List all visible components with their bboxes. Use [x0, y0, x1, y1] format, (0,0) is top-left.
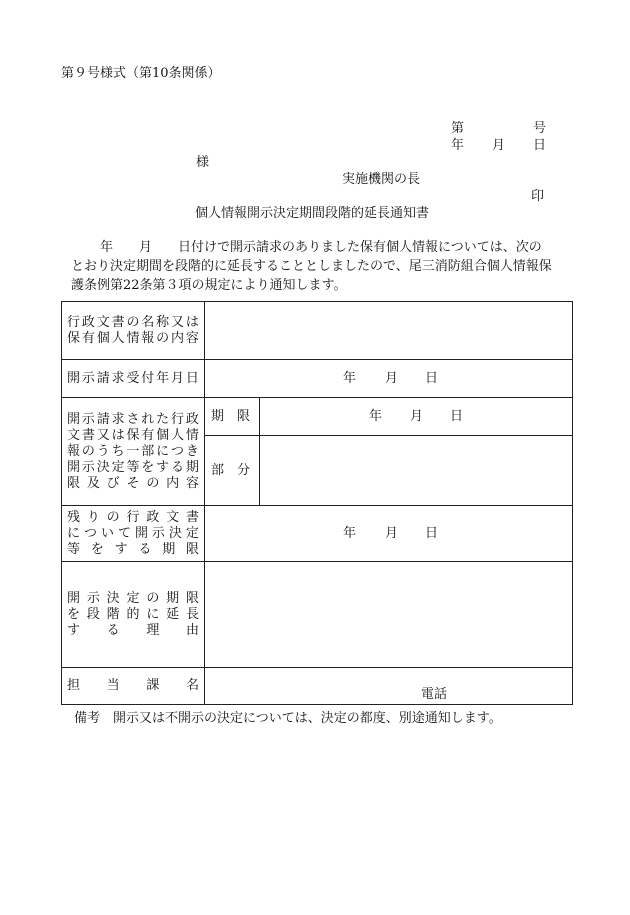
- extension-reason-field[interactable]: [205, 562, 573, 668]
- document-title: 個人情報開示決定期間段階的延長通知書: [195, 206, 430, 221]
- label-line: 開 示 決 定 の 期 限: [67, 590, 199, 606]
- request-date-field[interactable]: [205, 360, 573, 398]
- date-year-label: 年: [369, 408, 383, 424]
- date-day-label: 日: [425, 525, 439, 541]
- body-line: とおり決定期間を段階的に延長することとしましたので、尾三消防組合個人情報保: [71, 259, 552, 274]
- label-line: 保 有 個 人 情 報 の 内 容: [67, 330, 199, 346]
- date-day-label: 日: [533, 138, 547, 153]
- addressee-honorific: 様: [196, 155, 210, 170]
- label-line: 担 当 課 名: [67, 678, 199, 693]
- label-line: 開 示 決 定 等 を す る 期: [67, 459, 199, 475]
- label-deadline: 期 限: [205, 398, 260, 436]
- remaining-deadline-field[interactable]: [205, 506, 573, 562]
- document-name-field[interactable]: [205, 302, 573, 360]
- date-month-label: 月: [410, 408, 424, 424]
- table-row: [62, 562, 573, 668]
- table-row: [62, 506, 573, 562]
- table-row: [62, 302, 573, 360]
- label-document-name: [62, 302, 205, 360]
- label-line: を 段 階 的 に 延 長: [67, 606, 199, 622]
- table-row: [62, 398, 573, 436]
- label-line: 限 及 び そ の 内 容: [67, 475, 199, 491]
- doc-number-suffix: 号: [533, 121, 547, 136]
- form-number: 第９号様式（第10条関係）: [61, 66, 221, 81]
- partial-deadline-field[interactable]: [260, 398, 573, 436]
- date-year-label: 年: [343, 525, 357, 541]
- label-extension-reason: [62, 562, 205, 668]
- label-portion: 部 分: [205, 436, 260, 506]
- date-day-label: 日: [450, 408, 464, 424]
- label-line: 文 書 又 は 保 有 個 人 情: [67, 427, 199, 443]
- label-line: す る 理 由: [67, 622, 199, 638]
- label-line: 残 り の 行 政 文 書: [67, 509, 199, 525]
- table-row: [62, 360, 573, 398]
- notice-form-table: [61, 301, 573, 705]
- label-line: 行 政 文 書 の 名 称 又 は: [67, 314, 199, 330]
- date-month-label: 月: [385, 525, 399, 541]
- label-remaining-deadline: [62, 506, 205, 562]
- date-year-label: 年: [343, 370, 357, 386]
- responsible-section-field[interactable]: [205, 668, 573, 705]
- label-line: 等 を す る 期 限: [67, 541, 199, 557]
- label-line: 開 示 請 求 さ れ た 行 政: [67, 411, 199, 427]
- label-line: 開 示 請 求 受 付 年 月 日: [67, 370, 199, 386]
- label-line: 報 の う ち 一 部 に つ き: [67, 443, 199, 459]
- date-year-label: 年: [451, 138, 465, 153]
- date-day-label: 日: [425, 370, 439, 386]
- doc-number-prefix: 第: [451, 121, 465, 136]
- label-request-date: [62, 360, 205, 398]
- seal-mark: 印: [531, 189, 545, 204]
- body-line: 護条例第22条第３項の規定により通知します。: [71, 278, 347, 293]
- remarks-note: 備考 開示又は不開示の決定については、決定の都度、別途通知します。: [74, 711, 502, 726]
- label-line: に つ い て 開 示 決 定: [67, 525, 199, 541]
- partial-portion-field[interactable]: [260, 436, 573, 506]
- date-month-label: 月: [385, 370, 399, 386]
- sender-title: 実施機関の長: [342, 172, 421, 187]
- body-line: 年 月 日付けで開示請求のありました保有個人情報については、次の: [61, 240, 542, 255]
- body-paragraph: [61, 238, 577, 295]
- table-row: [62, 668, 573, 705]
- date-month-label: 月: [492, 138, 506, 153]
- label-responsible-section: [62, 668, 205, 705]
- label-partial-decision: [62, 398, 205, 506]
- phone-label: 電話: [421, 687, 448, 702]
